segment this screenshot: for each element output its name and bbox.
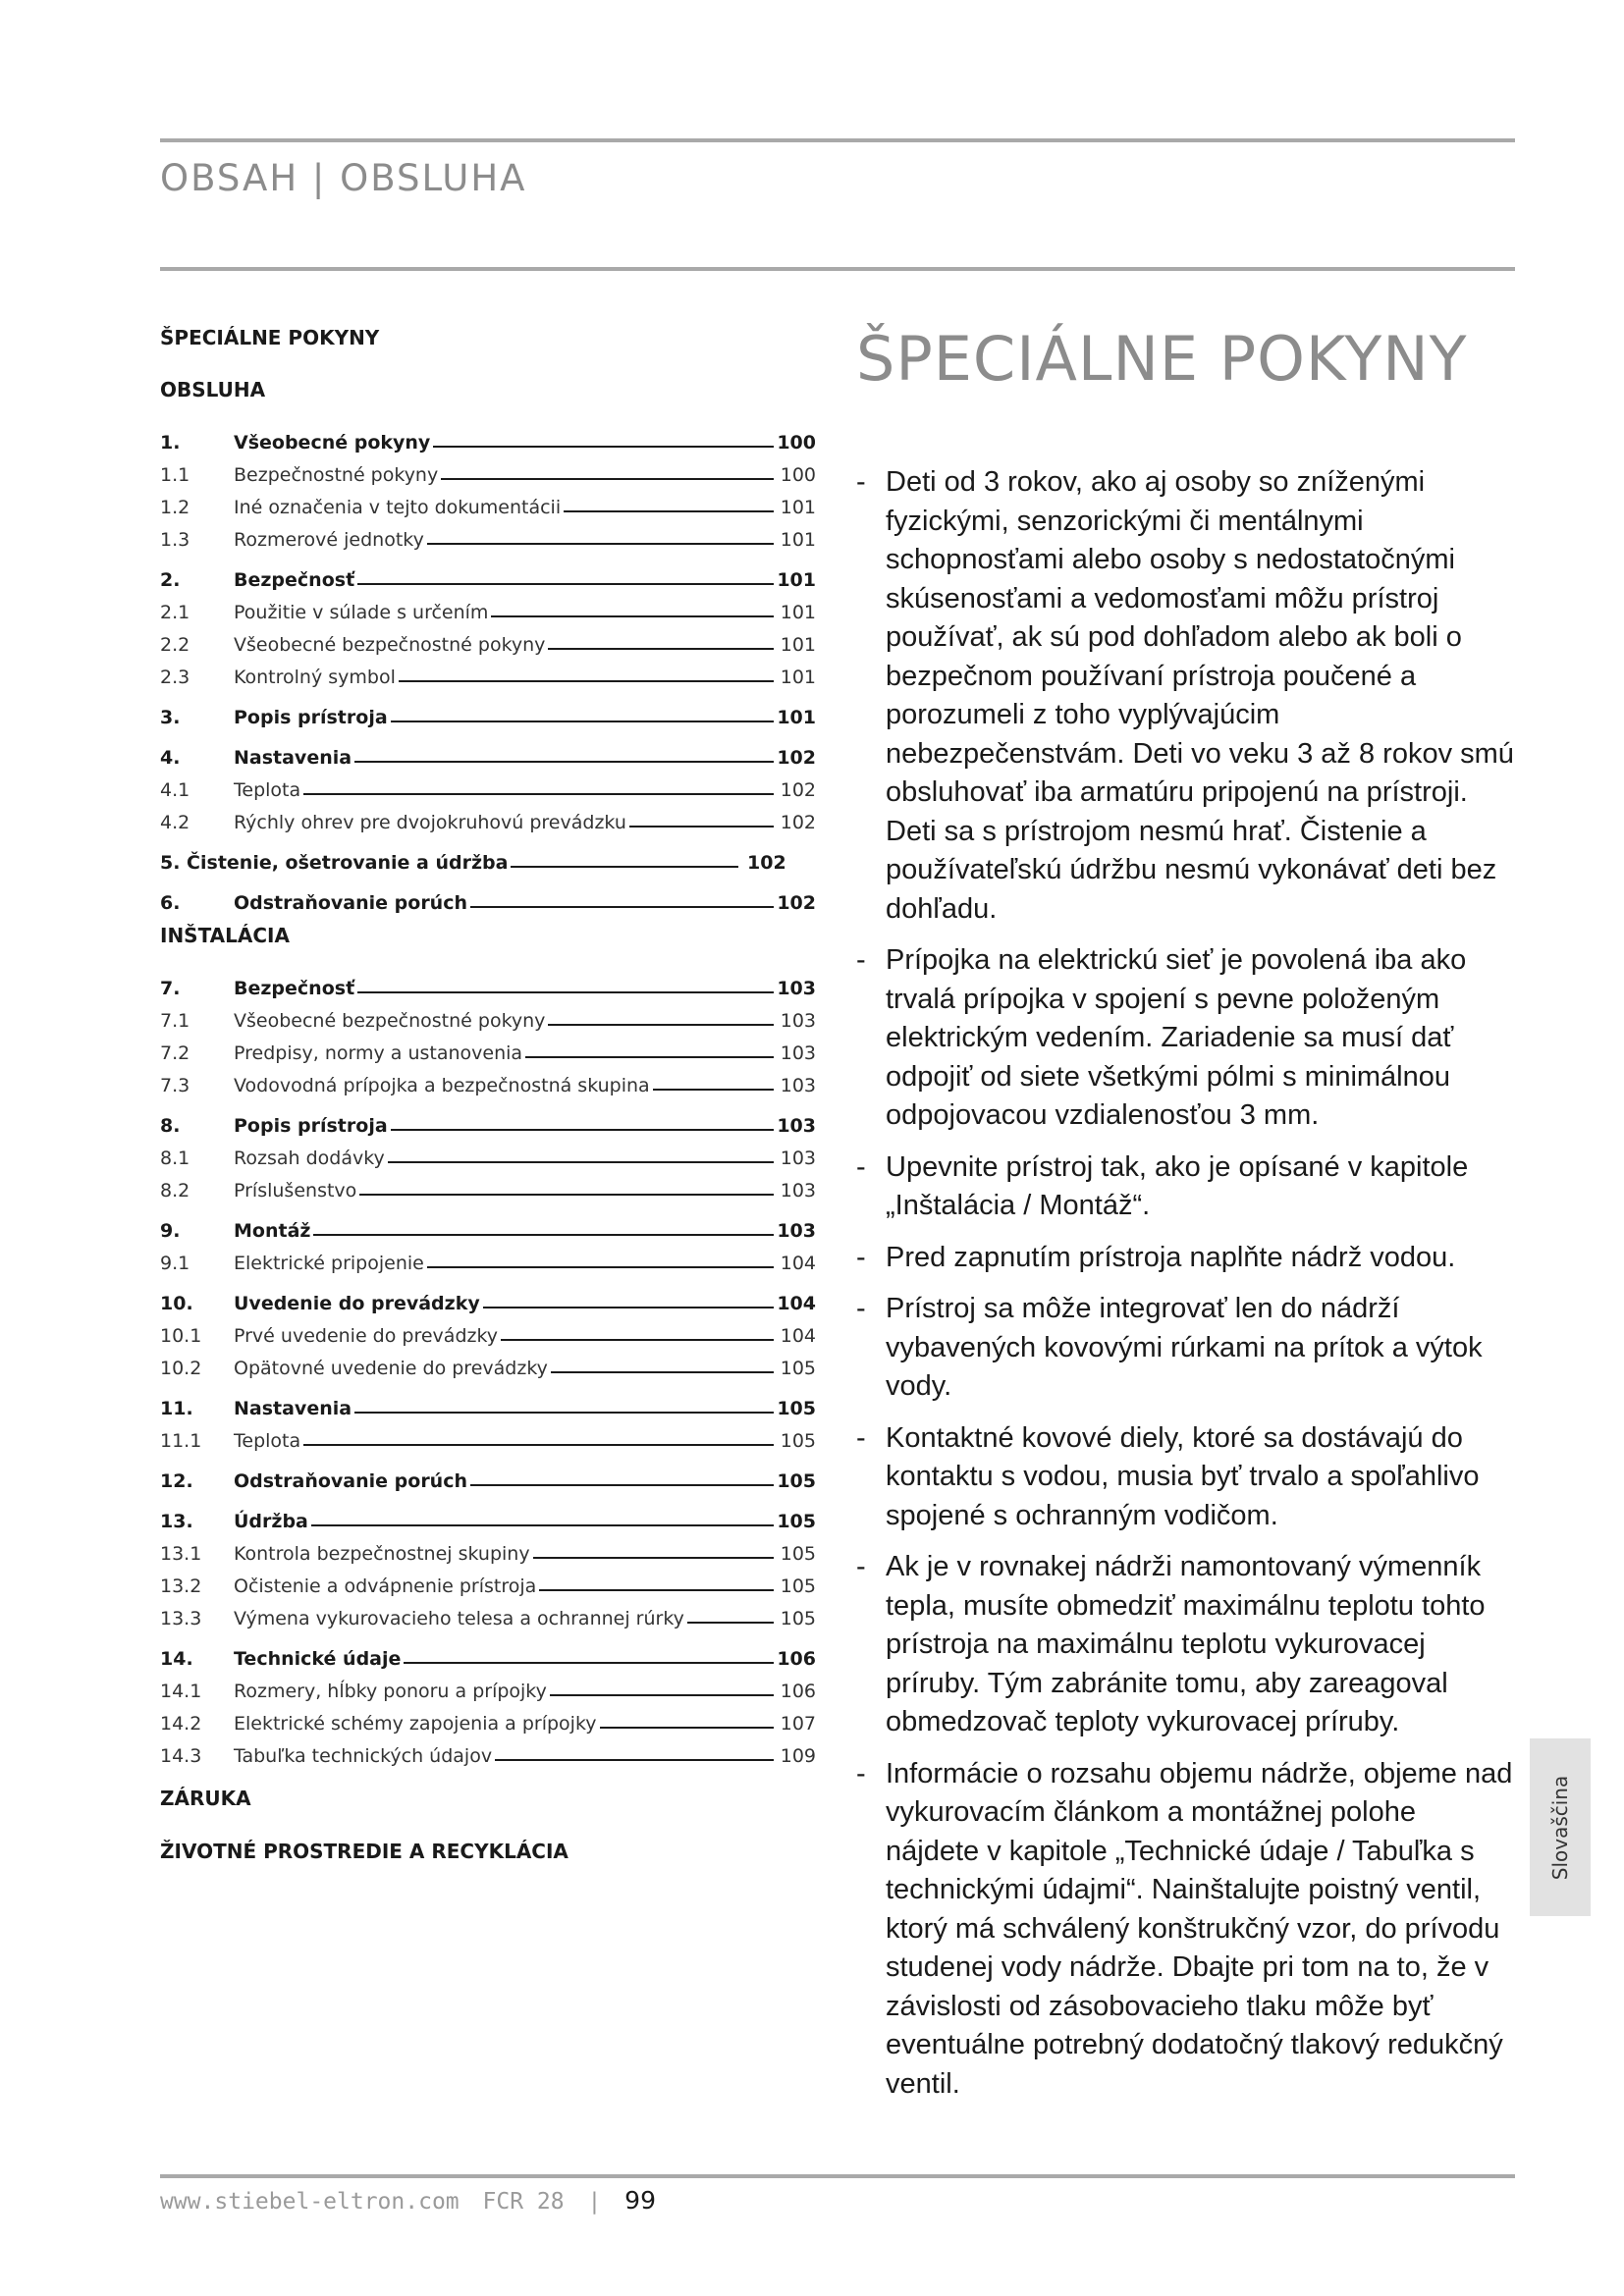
- toc-entry: [160, 1169, 816, 1201]
- toc-entry-number: 4.: [160, 747, 181, 769]
- toc-entry: [160, 1637, 816, 1670]
- instruction-item: [856, 463, 1514, 929]
- instruction-text: Prístroj sa môže integrovať len do nádrží vybavených kovovými rúrkami na prítok a výtok vody.: [886, 1293, 1483, 1402]
- toc-instalacia-list: [160, 967, 816, 1767]
- toc-entry-title: Popis prístroja: [234, 707, 388, 728]
- toc-entry-title: Odstraňovanie porúch: [234, 1470, 468, 1492]
- toc-entry-page: 102: [780, 779, 816, 801]
- instruction-item: [856, 1548, 1514, 1742]
- toc-block: [160, 881, 816, 914]
- toc-leader-line: [511, 866, 738, 868]
- language-tab: [1530, 1738, 1591, 1916]
- bullet-dash: -: [856, 944, 866, 976]
- toc-entry-title: Bezpečnosť: [234, 569, 355, 591]
- bullet-dash: -: [856, 1293, 866, 1324]
- instruction-item: [856, 1755, 1514, 2105]
- toc-entry-number: 2.3: [160, 667, 190, 688]
- footer-separator: |: [587, 2189, 602, 2215]
- instruction-text: Upevnite prístroj tak, ako je opísané v kapitole „Inštalácia / Montáž“.: [886, 1150, 1469, 1221]
- toc-entry-number: 7.: [160, 978, 181, 999]
- toc-leader-line: [483, 1307, 774, 1308]
- toc-entry: [160, 1104, 816, 1137]
- toc-entry-title: Vodovodná prípojka a bezpečnostná skupina: [234, 1075, 650, 1096]
- toc-entry-number: 12.: [160, 1470, 193, 1492]
- toc-leader-line: [653, 1089, 774, 1091]
- toc-entry-page: 100: [780, 464, 816, 486]
- toc-entry-title: Teplota: [234, 779, 301, 801]
- instruction-item: [856, 941, 1514, 1136]
- toc-entry-title: Rozmerové jednotky: [234, 529, 424, 551]
- toc-entry-page: 106: [777, 1648, 816, 1670]
- toc-entry-page: 101: [780, 602, 816, 623]
- toc-leader-line: [399, 680, 774, 682]
- footer-page-number: 99: [624, 2186, 656, 2215]
- toc-entry-page: 105: [780, 1575, 816, 1597]
- toc-prostredie: ŽIVOTNÉ PROSTREDIE A RECYKLÁCIA: [160, 1840, 568, 1863]
- toc-entry-title: Elektrické pripojenie: [234, 1253, 424, 1274]
- toc-entry-number: 9.: [160, 1220, 181, 1242]
- toc-entry: [160, 421, 816, 454]
- toc-entry: [160, 1032, 816, 1064]
- toc-leader-line: [391, 1129, 774, 1131]
- toc-entry-page: 103: [777, 1115, 816, 1137]
- toc-entry-page: 105: [780, 1543, 816, 1565]
- toc-entry: [160, 881, 816, 914]
- toc-entry-number: 1.3: [160, 529, 190, 551]
- instruction-text: Pred zapnutím prístroja naplňte nádrž vodou.: [886, 1241, 1456, 1273]
- toc-leader-line: [550, 1694, 774, 1696]
- toc-entry-number: 2.2: [160, 634, 190, 656]
- toc-entry-number: 7.1: [160, 1010, 190, 1032]
- toc-block: [160, 1209, 816, 1274]
- toc-entry-title: Všeobecné bezpečnostné pokyny: [234, 1010, 546, 1032]
- toc-entry-title: Popis prístroja: [234, 1115, 388, 1137]
- page-header-title: OBSAH | OBSLUHA: [160, 157, 527, 199]
- toc-entry-page: 102: [780, 812, 816, 833]
- toc-entry-number: 8.2: [160, 1180, 190, 1201]
- toc-entry-number: 6.: [160, 892, 181, 914]
- toc-leader-line: [551, 1371, 774, 1373]
- toc-entry-number: 14.1: [160, 1681, 202, 1702]
- toc-entry-page: 105: [780, 1358, 816, 1379]
- toc-entry-title: 5. Čistenie, ošetrovanie a údržba: [160, 852, 509, 874]
- toc-entry-page: 105: [780, 1608, 816, 1629]
- toc-leader-line: [470, 1484, 774, 1486]
- toc-entry-number: 13.3: [160, 1608, 202, 1629]
- toc-leader-line: [359, 1194, 774, 1196]
- toc-entry-title: Technické údaje: [234, 1648, 402, 1670]
- toc-entry: [160, 1702, 816, 1735]
- toc-entry-number: 4.1: [160, 779, 190, 801]
- toc-entry: [160, 1387, 816, 1419]
- toc-entry: [160, 1137, 816, 1169]
- toc-leader-line: [501, 1339, 774, 1341]
- toc-leader-line: [427, 1266, 774, 1268]
- toc-entry-page: 103: [777, 1220, 816, 1242]
- instruction-text: Ak je v rovnakej nádrži namontovaný výmenník tepla, musíte obmedziť maximálnu teplotu tohto prístroja na maximálnu teplotu vykurovacej príruby. Tým zabránite tomu, aby zareagoval obmedzovač teploty vykurovacej príruby.: [886, 1551, 1486, 1737]
- toc-entry: [160, 559, 816, 591]
- instruction-item: [856, 1290, 1514, 1407]
- toc-entry-title: Nastavenia: [234, 747, 352, 769]
- instruction-text: Informácie o rozsahu objemu nádrže, objeme nad vykurovacím článkom a montážnej polohe nájdete v kapitole „Technické údaje / Tabuľka s technickými údajmi“. Nainštalujte poistný ventil, ktorý má schválený konštrukčný vzor, do prívodu studenej vody nádrže. Dbajte pri tom na to, že v závislosti od zásobovacieho tlaku môže byť eventuálne potrebný dodatočný tlakový redukčný ventil.: [886, 1757, 1513, 2100]
- toc-entry: [160, 801, 816, 833]
- toc-entry-number: 2.1: [160, 602, 190, 623]
- toc-entry-number: 4.2: [160, 812, 190, 833]
- toc-entry-page: 103: [780, 1010, 816, 1032]
- toc-entry-page: 105: [777, 1470, 816, 1492]
- toc-entry-page: 101: [780, 667, 816, 688]
- footer-rule: [160, 2174, 1515, 2178]
- toc-entry-title: Montáž: [234, 1220, 311, 1242]
- toc-entry-number: 7.3: [160, 1075, 190, 1096]
- toc-entry-page: 103: [780, 1148, 816, 1169]
- toc-block: [160, 1637, 816, 1767]
- toc-entry-page: 104: [780, 1253, 816, 1274]
- toc-leader-line: [441, 478, 774, 480]
- toc-entry-number: 1.: [160, 432, 181, 454]
- toc-leader-line: [495, 1759, 774, 1761]
- toc-leader-line: [491, 615, 774, 617]
- toc-entry-page: 104: [780, 1325, 816, 1347]
- bullet-dash: -: [856, 466, 866, 498]
- toc-leader-line: [388, 1161, 774, 1163]
- instruction-text: Deti od 3 rokov, ako aj osoby so zníženými fyzickými, senzorickými či mentálnymi schopnosťami alebo osoby s nedostatočnými skúsenosťami a vedomosťami môžu prístroj používať, ak sú pod dohľadom alebo ak boli o bezpečnom používaní prístroja poučené a porozumeli z toho vyplývajúcim nebezpečenstvám. Deti vo veku 3 až 8 rokov smú obsluhovať iba armatúru pripojenú na prístroji. Deti sa s prístrojom nesmú hrať. Čistenie a používateľskú údržbu nesmú vykonávať deti bez dohľadu.: [886, 466, 1514, 925]
- toc-entry: [160, 486, 816, 518]
- toc-entry: [160, 1314, 816, 1347]
- toc-entry-number: 10.: [160, 1293, 193, 1314]
- toc-entry: [160, 1670, 816, 1702]
- toc-leader-line: [629, 826, 774, 828]
- toc-entry: [160, 696, 816, 728]
- toc-block: [160, 1104, 816, 1201]
- toc-leader-line: [539, 1589, 774, 1591]
- toc-entry-number: 13.: [160, 1511, 193, 1532]
- toc-entry: [160, 736, 816, 769]
- toc-leader-line: [357, 991, 774, 993]
- toc-leader-line: [525, 1056, 774, 1058]
- toc-block: [160, 1387, 816, 1452]
- toc-block: [160, 421, 816, 551]
- toc-entry: [160, 1347, 816, 1379]
- toc-entry-number: 9.1: [160, 1253, 190, 1274]
- toc-entry: [160, 1532, 816, 1565]
- toc-entry-title: Tabuľka technických údajov: [234, 1745, 493, 1767]
- toc-entry-page: 103: [780, 1180, 816, 1201]
- toc-entry-title: Výmena vykurovacieho telesa a ochrannej rúrky: [234, 1608, 684, 1629]
- language-tab-label: Slovaščina: [1548, 1775, 1573, 1880]
- toc-entry-page: 104: [777, 1293, 816, 1314]
- toc-entry-number: 8.: [160, 1115, 181, 1137]
- toc-leader-line: [533, 1557, 774, 1559]
- toc-entry: [160, 841, 816, 874]
- toc-entry: [160, 1597, 816, 1629]
- toc-entry-title: Kontrola bezpečnostnej skupiny: [234, 1543, 530, 1565]
- toc-entry-number: 11.: [160, 1398, 193, 1419]
- toc-entry: [160, 1064, 816, 1096]
- toc-entry-number: 8.1: [160, 1148, 190, 1169]
- toc-entry: [160, 591, 816, 623]
- toc-entry-number: 13.2: [160, 1575, 202, 1597]
- toc-entry-number: 13.1: [160, 1543, 202, 1565]
- toc-entry-title: Teplota: [234, 1430, 301, 1452]
- toc-entry: [160, 999, 816, 1032]
- toc-entry-page: 103: [780, 1042, 816, 1064]
- toc-entry-title: Bezpečnosť: [234, 978, 355, 999]
- bullet-dash: -: [856, 1757, 866, 1789]
- toc-entry-number: 1.2: [160, 497, 190, 518]
- toc-leader-line: [404, 1662, 774, 1664]
- toc-entry: [160, 656, 816, 688]
- toc-entry: [160, 1735, 816, 1767]
- toc-entry-title: Všeobecné pokyny: [234, 432, 431, 454]
- toc-entry-title: Opätovné uvedenie do prevádzky: [234, 1358, 548, 1379]
- toc-entry-number: 11.1: [160, 1430, 202, 1452]
- bullet-dash: -: [856, 1551, 866, 1582]
- toc-entry-title: Uvedenie do prevádzky: [234, 1293, 480, 1314]
- toc-entry-title: Odstraňovanie porúch: [234, 892, 468, 914]
- toc-entry-page: 105: [780, 1430, 816, 1452]
- toc-entry-title: Iné označenia v tejto dokumentácii: [234, 497, 562, 518]
- toc-leader-line: [391, 721, 774, 722]
- instruction-item: [856, 1239, 1514, 1278]
- toc-leader-line: [311, 1524, 774, 1526]
- toc-leader-line: [433, 446, 774, 448]
- toc-leader-line: [564, 510, 774, 512]
- toc-entry-title: Kontrolný symbol: [234, 667, 396, 688]
- toc-leader-line: [687, 1622, 774, 1624]
- toc-entry-page: 101: [777, 707, 816, 728]
- toc-entry-page: 103: [780, 1075, 816, 1096]
- toc-entry: [160, 1500, 816, 1532]
- toc-entry-page: 102: [777, 747, 816, 769]
- toc-entry-number: 1.1: [160, 464, 190, 486]
- toc-leader-line: [470, 906, 774, 908]
- toc-block: [160, 967, 816, 1096]
- toc-entry-number: 14.3: [160, 1745, 202, 1767]
- toc-entry-page: 106: [780, 1681, 816, 1702]
- toc-entry-title: Všeobecné bezpečnostné pokyny: [234, 634, 546, 656]
- toc-entry-page: 101: [780, 634, 816, 656]
- toc-block: [160, 1282, 816, 1379]
- toc-entry-title: Nastavenia: [234, 1398, 352, 1419]
- toc-entry-number: 14.: [160, 1648, 193, 1670]
- toc-entry: [160, 518, 816, 551]
- instruction-item: [856, 1419, 1514, 1536]
- toc-leader-line: [313, 1234, 774, 1236]
- toc-entry-page: 100: [777, 432, 816, 454]
- toc-entry: [160, 1282, 816, 1314]
- toc-zaruka: ZÁRUKA: [160, 1787, 251, 1810]
- toc-entry-title: Elektrické schémy zapojenia a prípojky: [234, 1713, 597, 1735]
- toc-entry-title: Predpisy, normy a ustanovenia: [234, 1042, 523, 1064]
- toc-entry: [160, 1242, 816, 1274]
- toc-entry-page: 102: [777, 892, 816, 914]
- toc-entry-number: 14.2: [160, 1713, 202, 1735]
- toc-entry: [160, 1419, 816, 1452]
- bullet-dash: -: [856, 1241, 866, 1273]
- bullet-dash: -: [856, 1421, 866, 1454]
- instruction-text: Kontaktné kovové diely, ktoré sa dostávajú do kontaktu s vodou, musia byť trvalo a spoľahlivo spojené s ochranným vodičom.: [886, 1421, 1480, 1531]
- special-instructions: [856, 324, 1514, 2116]
- toc-entry-page: 105: [777, 1511, 816, 1532]
- toc-leader-line: [427, 543, 774, 545]
- toc-entry-page: 101: [777, 569, 816, 591]
- toc-entry: [160, 454, 816, 486]
- footer-url: www.stiebel-eltron.com: [160, 2189, 460, 2215]
- table-of-contents: [160, 324, 816, 1890]
- toc-entry-page: 101: [780, 497, 816, 518]
- toc-entry-number: 3.: [160, 707, 181, 728]
- toc-entry: [160, 623, 816, 656]
- toc-block: [160, 696, 816, 728]
- toc-title: ŠPECIÁLNE POKYNY: [160, 326, 380, 349]
- toc-entry-title: Prvé uvedenie do prevádzky: [234, 1325, 499, 1347]
- toc-entry: [160, 967, 816, 999]
- toc-leader-line: [600, 1727, 774, 1729]
- toc-entry-title: Rýchly ohrev pre dvojokruhovú prevádzku: [234, 812, 626, 833]
- toc-block: [160, 1460, 816, 1492]
- page-footer: [160, 2186, 656, 2215]
- toc-entry-page: 103: [777, 978, 816, 999]
- instruction-list: [856, 463, 1514, 2104]
- footer-model: FCR 28: [482, 2189, 565, 2215]
- toc-block: [160, 736, 816, 833]
- toc-entry-title: Rozsah dodávky: [234, 1148, 385, 1169]
- toc-section-obsluha: OBSLUHA: [160, 378, 266, 401]
- toc-entry-title: Údržba: [234, 1511, 308, 1532]
- toc-entry-number: 7.2: [160, 1042, 190, 1064]
- toc-obsluha-list: [160, 421, 816, 914]
- toc-entry-title: Rozmery, hĺbky ponoru a prípojky: [234, 1681, 547, 1702]
- toc-entry-number: 2.: [160, 569, 181, 591]
- toc-entry: [160, 769, 816, 801]
- toc-leader-line: [354, 1412, 774, 1414]
- toc-entry-title: Príslušenstvo: [234, 1180, 357, 1201]
- toc-entry: [160, 1209, 816, 1242]
- toc-section-instalacia: INŠTALÁCIA: [160, 924, 290, 947]
- section-title: ŠPECIÁLNE POKYNY: [856, 323, 1468, 395]
- toc-entry-page: 105: [777, 1398, 816, 1419]
- toc-entry-number: 10.1: [160, 1325, 202, 1347]
- instruction-item: [856, 1148, 1514, 1226]
- toc-entry-number: 10.2: [160, 1358, 202, 1379]
- toc-leader-line: [354, 761, 774, 763]
- toc-entry-page: 107: [780, 1713, 816, 1735]
- header-rule-bottom: [160, 267, 1515, 271]
- bullet-dash: -: [856, 1150, 866, 1183]
- toc-leader-line: [303, 1444, 774, 1446]
- toc-entry: [160, 1565, 816, 1597]
- toc-entry-page: 109: [780, 1745, 816, 1767]
- toc-entry-title: Použitie v súlade s určením: [234, 602, 489, 623]
- toc-leader-line: [357, 583, 774, 585]
- toc-leader-line: [303, 793, 774, 795]
- toc-entry-page: 101: [780, 529, 816, 551]
- toc-block: [160, 559, 816, 688]
- header-rule-top: [160, 138, 1515, 142]
- toc-entry-title: Očistenie a odvápnenie prístroja: [234, 1575, 537, 1597]
- toc-block: [160, 1500, 816, 1629]
- toc-leader-line: [548, 648, 774, 650]
- toc-block: [160, 841, 816, 874]
- toc-entry-page: 102: [747, 852, 786, 874]
- instruction-text: Prípojka na elektrickú sieť je povolená iba ako trvalá prípojka v spojení s pevne položeným elektrickým vedením. Zariadenie sa musí dať odpojiť od siete všetkými pólmi s minimálnou odpojovacou vzdialenosťou 3 mm.: [886, 944, 1467, 1131]
- toc-entry-title: Bezpečnostné pokyny: [234, 464, 439, 486]
- toc-entry: [160, 1460, 816, 1492]
- toc-leader-line: [548, 1024, 774, 1026]
